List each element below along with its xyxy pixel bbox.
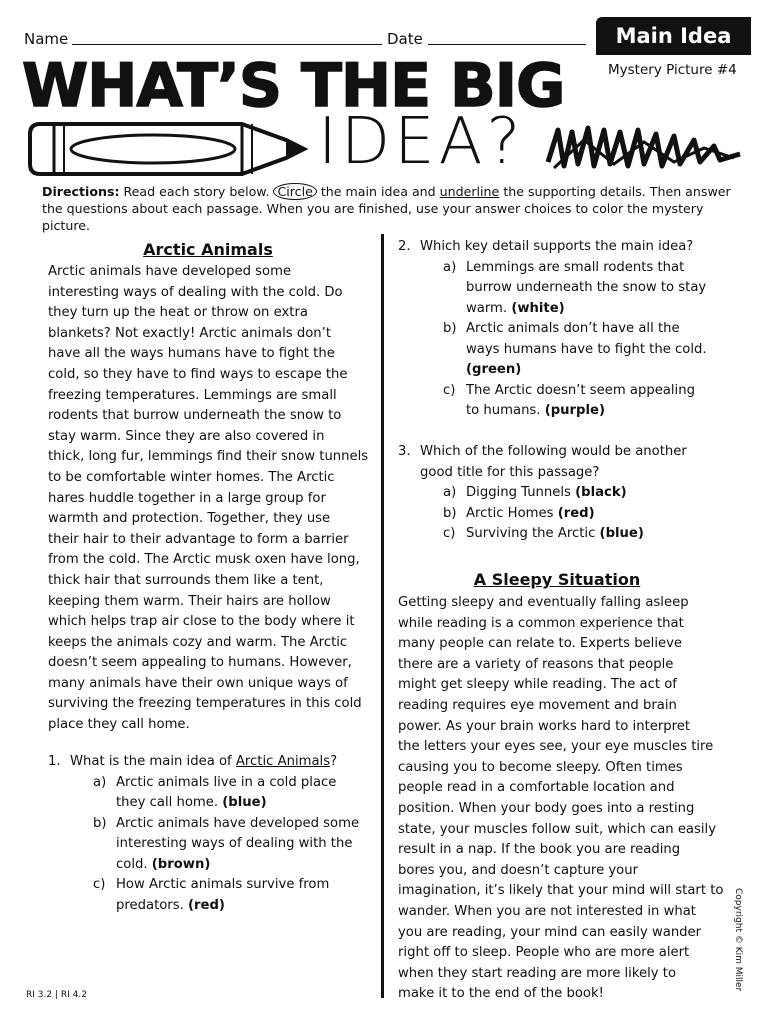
question-number: 2. bbox=[398, 239, 411, 254]
circle-word: Circle bbox=[273, 183, 316, 200]
passage2-title: A Sleepy Situation bbox=[473, 570, 641, 589]
choice-color: (blue) bbox=[599, 526, 644, 541]
passage-line: position. When your body goes into a resting bbox=[398, 800, 695, 816]
passage-line: their hair to their advantage to form a barrier bbox=[48, 531, 349, 547]
passage-line: right off to sleep. People who are more alert bbox=[398, 945, 690, 961]
choice-letter: c) bbox=[443, 526, 456, 541]
passage2-body bbox=[398, 593, 728, 1005]
stem-text: Which key detail supports the main idea? bbox=[420, 239, 694, 254]
date-field[interactable] bbox=[428, 44, 586, 45]
choice-color: (green) bbox=[466, 362, 522, 377]
passage-line: hares huddle together in a large group for bbox=[48, 490, 326, 506]
passage-line: the letters your eyes see, your eye muscles tire bbox=[398, 739, 714, 755]
choice-text: Arctic animals live in a cold place bbox=[116, 774, 337, 790]
choice-color: (white) bbox=[511, 300, 565, 316]
passage-line: which helps trap air close to the body where it bbox=[48, 614, 355, 630]
passage-line: Getting sleepy and eventually falling asleep bbox=[398, 595, 689, 610]
passage-line: keeping them warm. Their hairs are hollow bbox=[48, 593, 331, 609]
question-stem bbox=[48, 752, 378, 773]
passage-line: freezing temperatures. Lemmings are small bbox=[48, 387, 337, 403]
question-number: 3. bbox=[398, 444, 411, 459]
passage-line: might get sleepy while reading. The act of bbox=[398, 677, 677, 693]
underline-word: underline bbox=[439, 184, 500, 199]
choice-text: Digging Tunnels bbox=[466, 485, 571, 500]
passage-line: interesting ways of dealing with the cold. Do bbox=[48, 284, 343, 300]
passage-line: result in a nap. If the book you are reading bbox=[398, 842, 681, 858]
passage-line: rodents that burrow underneath the snow to bbox=[48, 408, 342, 424]
choice-a[interactable] bbox=[93, 773, 378, 814]
passage1-body bbox=[48, 262, 378, 736]
passage-line: while reading is a common experience that bbox=[398, 615, 684, 631]
passage-line: to be comfortable winter homes. The Arctic bbox=[48, 469, 335, 485]
choice-b[interactable] bbox=[443, 504, 728, 525]
passage-line: thick hair that surrounds them like a tent, bbox=[48, 572, 324, 588]
choice-c[interactable] bbox=[93, 875, 378, 916]
choice-text: Arctic animals have developed some bbox=[116, 815, 360, 831]
choice-text: Arctic animals don’t have all the bbox=[466, 321, 680, 336]
choice-text: burrow underneath the snow to stay bbox=[466, 280, 707, 295]
passage-line: you are reading, your mind can easily wander bbox=[398, 924, 702, 940]
passage-line: Arctic animals have developed some bbox=[48, 264, 292, 279]
choice-letter: a) bbox=[443, 259, 457, 275]
passage-line: from the cold. The Arctic musk oxen have long, bbox=[48, 552, 360, 568]
stem-ref: Arctic Animals bbox=[235, 754, 331, 769]
passage-line: surviving the freezing temperatures in this cold bbox=[48, 696, 362, 712]
stem-text: Which of the following would be another bbox=[420, 444, 687, 459]
choice-a[interactable] bbox=[443, 258, 728, 320]
stem-end: ? bbox=[330, 754, 338, 769]
choice-color: (purple) bbox=[544, 403, 605, 418]
passage-line: stay warm. Since they are also covered in bbox=[48, 428, 325, 444]
question-3 bbox=[398, 442, 728, 545]
passage-line: warmth and protection. Together, they use bbox=[48, 511, 331, 527]
choice-letter: c) bbox=[443, 382, 456, 398]
choice-text: warm. bbox=[466, 300, 508, 316]
choice-text: interesting ways of dealing with the bbox=[116, 836, 353, 851]
question-stem bbox=[398, 237, 728, 258]
crayon-icon bbox=[28, 118, 310, 180]
passage-line: make it to the end of the book! bbox=[398, 986, 604, 1002]
choice-color: (black) bbox=[575, 485, 627, 500]
passage-line: place they call home. bbox=[48, 717, 190, 733]
stem-text: What is the main idea of bbox=[70, 754, 232, 769]
choice-color: (brown) bbox=[151, 856, 211, 872]
choice-c[interactable] bbox=[443, 524, 728, 545]
choice-b[interactable] bbox=[443, 319, 728, 381]
passage-line: power. As your brain works hard to interpret bbox=[398, 718, 691, 734]
directions-text: Read each story below. bbox=[123, 184, 270, 199]
passage-line: people read in a comfortable location and bbox=[398, 780, 675, 796]
choice-text: The Arctic doesn’t seem appealing bbox=[466, 382, 695, 398]
choice-color: (red) bbox=[557, 505, 595, 521]
passage-line: when they start reading are more likely to bbox=[398, 965, 677, 981]
page-title-line2: IDEA? bbox=[318, 105, 525, 179]
choice-text: Arctic Homes bbox=[466, 505, 554, 521]
passage-line: keeps the animals cozy and warm. The Arctic bbox=[48, 634, 348, 650]
passage-line: have all the ways humans have to fight the bbox=[48, 346, 335, 362]
choice-text: predators. bbox=[116, 897, 184, 913]
choice-text: to humans. bbox=[466, 403, 541, 418]
passage-line: there are a variety of reasons that people bbox=[398, 656, 674, 672]
passage-line: reading requires eye movement and brain bbox=[398, 697, 677, 713]
choice-a[interactable] bbox=[443, 483, 728, 504]
subtitle: Mystery Picture #4 bbox=[608, 62, 737, 78]
scribble-icon bbox=[544, 120, 744, 176]
choice-text: Lemmings are small rodents that bbox=[466, 259, 685, 275]
choice-color: (red) bbox=[188, 897, 225, 913]
passage-line: many people can relate to. Experts believe bbox=[398, 636, 683, 652]
choice-letter: a) bbox=[93, 774, 107, 790]
question-stem bbox=[398, 442, 728, 463]
date-label: Date bbox=[387, 30, 423, 48]
passage-line: doesn’t seem appealing to humans. However, bbox=[48, 655, 352, 671]
topic-tag: Main Idea bbox=[596, 17, 751, 55]
choice-letter: c) bbox=[93, 877, 106, 892]
directions-text: the supporting details. Then answer the questions about each passage. When you are finished, use your answer choices to color the mystery picture. bbox=[42, 184, 731, 233]
standards-label: RI 3.2 | RI 4.2 bbox=[26, 990, 87, 1000]
name-label: Name bbox=[24, 30, 69, 48]
directions bbox=[42, 183, 732, 234]
column-divider bbox=[381, 234, 384, 998]
question-number: 1. bbox=[48, 754, 61, 769]
question-2 bbox=[398, 237, 728, 422]
stem-text: good title for this passage? bbox=[420, 464, 600, 480]
passage-line: thick, long fur, lemmings find their snow tunnels bbox=[48, 449, 369, 465]
passage-line: causing you to become sleepy. Often times bbox=[398, 759, 683, 775]
choice-letter: b) bbox=[93, 815, 107, 831]
passage-line: state, your muscles follow suit, which can easily bbox=[398, 821, 717, 837]
passage-line: many animals have their own unique ways of bbox=[48, 675, 348, 691]
choice-letter: b) bbox=[443, 505, 457, 521]
directions-label: Directions: bbox=[42, 184, 120, 199]
passage-line: cold, so they have to find ways to escape the bbox=[48, 366, 348, 382]
passage1-title: Arctic Animals bbox=[143, 240, 273, 259]
directions-text: the main idea and bbox=[320, 184, 436, 199]
copyright: Copyright © Kim Miller bbox=[733, 888, 743, 992]
choice-text: cold. bbox=[116, 856, 148, 872]
choice-text: Surviving the Arctic bbox=[466, 526, 596, 541]
passage-line: wander. When you are not interested in what bbox=[398, 903, 696, 919]
choice-c[interactable] bbox=[443, 381, 728, 422]
choice-b[interactable] bbox=[93, 814, 378, 876]
page-title-line1: WHAT’S THE BIG bbox=[22, 51, 565, 121]
choice-letter: a) bbox=[443, 485, 457, 500]
passage-line: blankets? Not exactly! Arctic animals don’t bbox=[48, 325, 332, 341]
choice-color: (blue) bbox=[222, 795, 267, 810]
passage-line: bores you, and doesn’t capture your bbox=[398, 862, 639, 878]
question-1 bbox=[48, 752, 378, 916]
name-field[interactable] bbox=[72, 44, 382, 45]
choice-letter: b) bbox=[443, 321, 457, 336]
choice-text: ways humans have to fight the cold. bbox=[466, 341, 707, 357]
choice-text: they call home. bbox=[116, 795, 219, 810]
passage-line: they turn up the heat or throw on extra bbox=[48, 305, 308, 321]
choice-text: How Arctic animals survive from bbox=[116, 877, 330, 892]
passage-line: imagination, it’s likely that your mind will start to bbox=[398, 883, 724, 899]
